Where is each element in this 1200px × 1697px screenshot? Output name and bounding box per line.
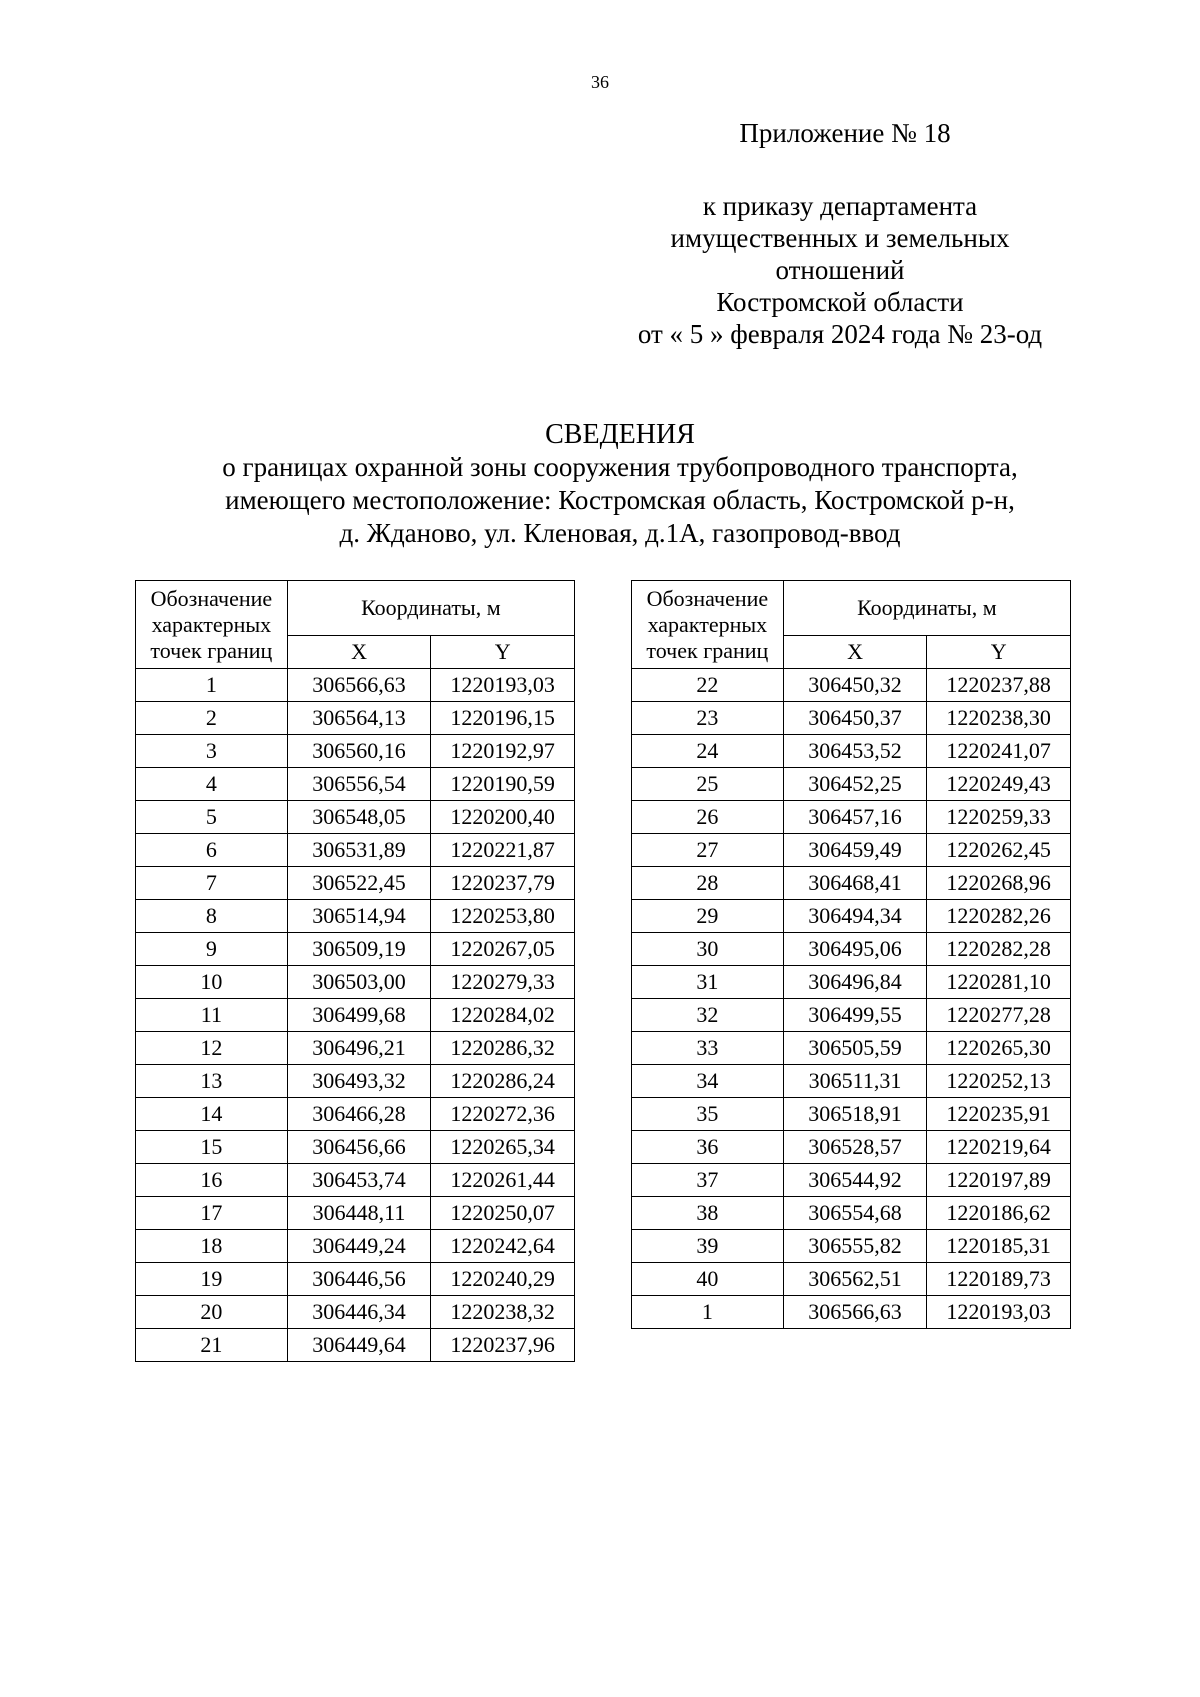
- y-coordinate-cell: 1220241,07: [927, 735, 1071, 768]
- x-coordinate-cell: 306503,00: [287, 966, 431, 999]
- x-coordinate-cell: 306528,57: [783, 1131, 927, 1164]
- appendix-title: Приложение № 18: [739, 118, 951, 148]
- x-coordinate-cell: 306556,54: [287, 768, 431, 801]
- point-number-cell: 11: [136, 999, 288, 1032]
- x-coordinate-cell: 306495,06: [783, 933, 927, 966]
- x-coordinate-cell: 306496,21: [287, 1032, 431, 1065]
- point-number-cell: 35: [632, 1098, 784, 1131]
- table-row: [632, 834, 1071, 867]
- point-number-cell: 12: [136, 1032, 288, 1065]
- point-number-cell: 32: [632, 999, 784, 1032]
- point-number-cell: 13: [136, 1065, 288, 1098]
- y-coordinate-cell: 1220267,05: [431, 933, 575, 966]
- y-coordinate-cell: 1220281,10: [927, 966, 1071, 999]
- x-coordinate-cell: 306531,89: [287, 834, 431, 867]
- point-number-cell: 14: [136, 1098, 288, 1131]
- x-coordinate-cell: 306459,49: [783, 834, 927, 867]
- point-number-cell: 8: [136, 900, 288, 933]
- x-coordinate-cell: 306446,34: [287, 1296, 431, 1329]
- table-row: [136, 867, 575, 900]
- table-row: [136, 1131, 575, 1164]
- x-coordinate-cell: 306499,55: [783, 999, 927, 1032]
- x-coordinate-cell: 306560,16: [287, 735, 431, 768]
- y-coordinate-cell: 1220197,89: [927, 1164, 1071, 1197]
- table-row: [136, 735, 575, 768]
- table-row: [136, 1197, 575, 1230]
- point-number-cell: 33: [632, 1032, 784, 1065]
- table-row: [136, 702, 575, 735]
- point-number-cell: 28: [632, 867, 784, 900]
- order-date-line: от « 5 » февраля 2024 года № 23-од: [637, 319, 1043, 349]
- point-number-cell: 23: [632, 702, 784, 735]
- point-number-cell: 10: [136, 966, 288, 999]
- point-number-cell: 27: [632, 834, 784, 867]
- order-reference: [600, 190, 1080, 350]
- table-row: [136, 669, 575, 702]
- table-row: [136, 801, 575, 834]
- point-number-cell: 16: [136, 1164, 288, 1197]
- y-coordinate-cell: 1220238,30: [927, 702, 1071, 735]
- table-row: [136, 1032, 575, 1065]
- point-number-cell: 34: [632, 1065, 784, 1098]
- x-coordinate-cell: 306518,91: [783, 1098, 927, 1131]
- table-row: [136, 1296, 575, 1329]
- table-row: [136, 999, 575, 1032]
- y-coordinate-cell: 1220265,30: [927, 1032, 1071, 1065]
- table-row: [632, 1164, 1071, 1197]
- point-number-cell: 38: [632, 1197, 784, 1230]
- y-coordinate-cell: 1220242,64: [431, 1230, 575, 1263]
- y-coordinate-cell: 1220185,31: [927, 1230, 1071, 1263]
- table-row: [136, 1098, 575, 1131]
- table-row: [136, 768, 575, 801]
- table-row: [632, 735, 1071, 768]
- y-coordinate-cell: 1220250,07: [431, 1197, 575, 1230]
- x-coordinate-cell: 306466,28: [287, 1098, 431, 1131]
- point-number-cell: 2: [136, 702, 288, 735]
- point-number-cell: 19: [136, 1263, 288, 1296]
- y-column-header: Y: [431, 636, 575, 669]
- x-coordinate-cell: 306554,68: [783, 1197, 927, 1230]
- y-coordinate-cell: 1220219,64: [927, 1131, 1071, 1164]
- point-number-cell: 1: [632, 1296, 784, 1329]
- point-number-cell: 22: [632, 669, 784, 702]
- y-coordinate-cell: 1220286,32: [431, 1032, 575, 1065]
- x-coordinate-cell: 306496,84: [783, 966, 927, 999]
- table-row: [136, 966, 575, 999]
- y-coordinate-cell: 1220196,15: [431, 702, 575, 735]
- x-coordinate-cell: 306511,31: [783, 1065, 927, 1098]
- x-coordinate-cell: 306522,45: [287, 867, 431, 900]
- y-coordinate-cell: 1220284,02: [431, 999, 575, 1032]
- point-number-cell: 21: [136, 1329, 288, 1362]
- x-coordinate-cell: 306499,68: [287, 999, 431, 1032]
- order-line: к приказу департамента: [702, 191, 978, 221]
- y-coordinate-cell: 1220193,03: [927, 1296, 1071, 1329]
- y-coordinate-cell: 1220277,28: [927, 999, 1071, 1032]
- table-row: [632, 1065, 1071, 1098]
- x-coordinate-cell: 306453,74: [287, 1164, 431, 1197]
- table-row: [136, 1329, 575, 1362]
- x-coordinate-cell: 306509,19: [287, 933, 431, 966]
- x-coordinate-cell: 306468,41: [783, 867, 927, 900]
- point-number-cell: 17: [136, 1197, 288, 1230]
- y-coordinate-cell: 1220238,32: [431, 1296, 575, 1329]
- x-coordinate-cell: 306453,52: [783, 735, 927, 768]
- y-coordinate-cell: 1220237,79: [431, 867, 575, 900]
- x-coordinate-cell: 306450,32: [783, 669, 927, 702]
- table-row: [136, 1065, 575, 1098]
- point-number-cell: 31: [632, 966, 784, 999]
- table-row: [632, 900, 1071, 933]
- y-coordinate-cell: 1220268,96: [927, 867, 1071, 900]
- point-number-cell: 3: [136, 735, 288, 768]
- y-column-header: Y: [927, 636, 1071, 669]
- x-coordinate-cell: 306494,34: [783, 900, 927, 933]
- y-coordinate-cell: 1220186,62: [927, 1197, 1071, 1230]
- table-row: [632, 768, 1071, 801]
- x-coordinate-cell: 306505,59: [783, 1032, 927, 1065]
- table-row: [632, 1032, 1071, 1065]
- coordinates-table-right: [631, 580, 1071, 1329]
- point-number-cell: 30: [632, 933, 784, 966]
- x-coordinate-cell: 306457,16: [783, 801, 927, 834]
- point-number-cell: 20: [136, 1296, 288, 1329]
- x-coordinate-cell: 306449,24: [287, 1230, 431, 1263]
- table-row: [136, 1230, 575, 1263]
- table-row: [136, 933, 575, 966]
- point-number-cell: 36: [632, 1131, 784, 1164]
- y-coordinate-cell: 1220252,13: [927, 1065, 1071, 1098]
- y-coordinate-cell: 1220249,43: [927, 768, 1071, 801]
- table-row: [136, 834, 575, 867]
- x-coordinate-cell: 306449,64: [287, 1329, 431, 1362]
- point-number-cell: 4: [136, 768, 288, 801]
- point-number-cell: 26: [632, 801, 784, 834]
- table-row: [632, 933, 1071, 966]
- table-row: [632, 966, 1071, 999]
- y-coordinate-cell: 1220286,24: [431, 1065, 575, 1098]
- y-coordinate-cell: 1220240,29: [431, 1263, 575, 1296]
- point-number-cell: 37: [632, 1164, 784, 1197]
- x-coordinate-cell: 306564,13: [287, 702, 431, 735]
- y-coordinate-cell: 1220282,28: [927, 933, 1071, 966]
- y-coordinate-cell: 1220282,26: [927, 900, 1071, 933]
- table-row: [632, 1263, 1071, 1296]
- point-number-cell: 9: [136, 933, 288, 966]
- point-number-cell: 18: [136, 1230, 288, 1263]
- coordinates-table-left: [135, 580, 575, 1362]
- document-heading: [0, 418, 1200, 550]
- point-number-cell: 7: [136, 867, 288, 900]
- x-coordinate-cell: 306446,56: [287, 1263, 431, 1296]
- y-coordinate-cell: 1220262,45: [927, 834, 1071, 867]
- point-column-header: Обозначение характерных точек границ: [136, 581, 288, 669]
- y-coordinate-cell: 1220237,88: [927, 669, 1071, 702]
- x-coordinate-cell: 306566,63: [287, 669, 431, 702]
- point-number-cell: 15: [136, 1131, 288, 1164]
- x-coordinate-cell: 306562,51: [783, 1263, 927, 1296]
- y-coordinate-cell: 1220193,03: [431, 669, 575, 702]
- x-coordinate-cell: 306555,82: [783, 1230, 927, 1263]
- y-coordinate-cell: 1220261,44: [431, 1164, 575, 1197]
- x-coordinate-cell: 306566,63: [783, 1296, 927, 1329]
- coordinates-column-header: Координаты, м: [287, 581, 574, 636]
- heading-line: имеющего местоположение: Костромская область, Костромской р-н,: [225, 485, 1015, 515]
- x-coordinate-cell: 306514,94: [287, 900, 431, 933]
- y-coordinate-cell: 1220279,33: [431, 966, 575, 999]
- table-row: [632, 1131, 1071, 1164]
- x-coordinate-cell: 306548,05: [287, 801, 431, 834]
- y-coordinate-cell: 1220221,87: [431, 834, 575, 867]
- point-number-cell: 6: [136, 834, 288, 867]
- x-coordinate-cell: 306450,37: [783, 702, 927, 735]
- table-row: [136, 1164, 575, 1197]
- document-title: СВЕДЕНИЯ: [545, 419, 695, 450]
- point-number-cell: 39: [632, 1230, 784, 1263]
- y-coordinate-cell: 1220259,33: [927, 801, 1071, 834]
- point-number-cell: 40: [632, 1263, 784, 1296]
- table-row: [632, 999, 1071, 1032]
- x-coordinate-cell: 306544,92: [783, 1164, 927, 1197]
- y-coordinate-cell: 1220192,97: [431, 735, 575, 768]
- x-coordinate-cell: 306493,32: [287, 1065, 431, 1098]
- x-column-header: X: [287, 636, 431, 669]
- page-number: 36: [591, 72, 609, 92]
- y-coordinate-cell: 1220272,36: [431, 1098, 575, 1131]
- y-coordinate-cell: 1220189,73: [927, 1263, 1071, 1296]
- heading-line: д. Жданово, ул. Кленовая, д.1А, газопровод-ввод: [339, 518, 901, 548]
- x-column-header: X: [783, 636, 927, 669]
- table-row: [136, 900, 575, 933]
- y-coordinate-cell: 1220235,91: [927, 1098, 1071, 1131]
- table-row: [632, 801, 1071, 834]
- table-row: [632, 1230, 1071, 1263]
- point-column-header: Обозначение характерных точек границ: [632, 581, 784, 669]
- point-number-cell: 25: [632, 768, 784, 801]
- y-coordinate-cell: 1220190,59: [431, 768, 575, 801]
- table-row: [632, 702, 1071, 735]
- table-row: [632, 1197, 1071, 1230]
- heading-line: о границах охранной зоны сооружения трубопроводного транспорта,: [222, 452, 1018, 482]
- y-coordinate-cell: 1220265,34: [431, 1131, 575, 1164]
- y-coordinate-cell: 1220253,80: [431, 900, 575, 933]
- x-coordinate-cell: 306456,66: [287, 1131, 431, 1164]
- table-row: [632, 1296, 1071, 1329]
- table-row: [632, 1098, 1071, 1131]
- table-row: [632, 669, 1071, 702]
- point-number-cell: 24: [632, 735, 784, 768]
- x-coordinate-cell: 306448,11: [287, 1197, 431, 1230]
- order-line: имущественных и земельных: [670, 223, 1010, 253]
- y-coordinate-cell: 1220200,40: [431, 801, 575, 834]
- y-coordinate-cell: 1220237,96: [431, 1329, 575, 1362]
- table-row: [136, 1263, 575, 1296]
- point-number-cell: 5: [136, 801, 288, 834]
- x-coordinate-cell: 306452,25: [783, 768, 927, 801]
- point-number-cell: 29: [632, 900, 784, 933]
- coordinates-column-header: Координаты, м: [783, 581, 1070, 636]
- point-number-cell: 1: [136, 669, 288, 702]
- order-line: Костромской области: [716, 287, 964, 317]
- order-line: отношений: [775, 255, 905, 285]
- table-row: [632, 867, 1071, 900]
